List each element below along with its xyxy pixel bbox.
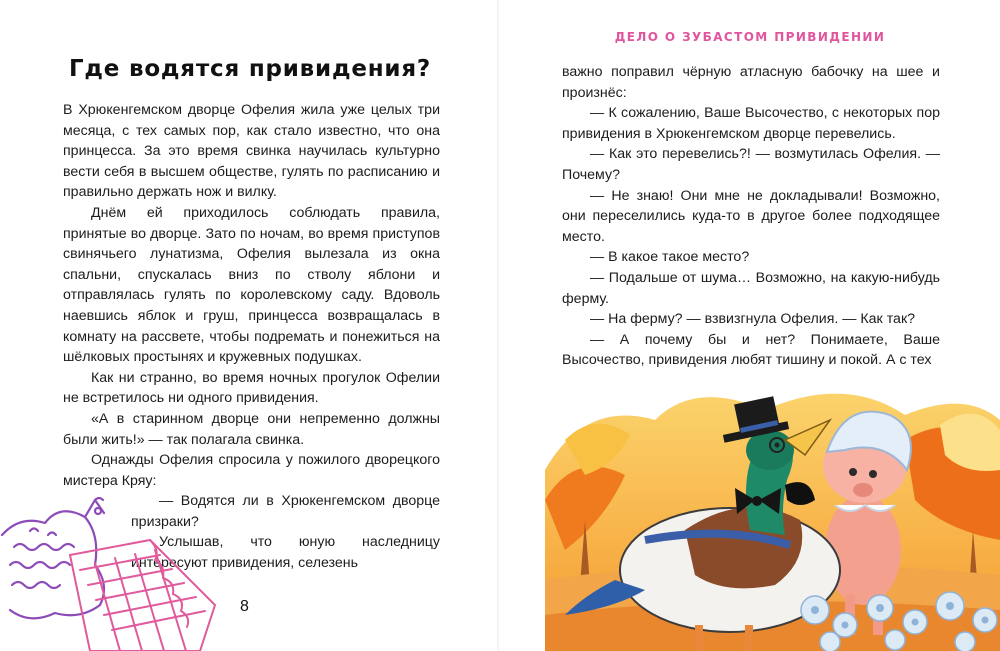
paragraph: — В какое такое место? [590, 249, 750, 266]
right-page-text [562, 62, 940, 371]
paragraph: — На ферму? — взвизгнула Офелия. — Как так? [590, 311, 916, 328]
paragraph: — К сожалению, Ваше Высочество, с некоторых пор привидения в Хрюкенгемском дворце перевелись. [562, 105, 940, 142]
paragraph: Услышав, что юную наследницу интересуют привидения, селезень [131, 534, 440, 572]
paragraph: — Не знаю! Они мне не докладывали! Возможно, они переселились куда-то в другое более подходящее место. [562, 187, 940, 245]
paragraph: — Водятся ли в Хрюкенгемском дворце призраки? [131, 493, 440, 530]
paragraph: — А почему бы и нет? Понимаете, Ваше Высочество, привидения любят тишину и покой. А с тех [562, 331, 940, 369]
duck-and-pig-illustration [545, 380, 1000, 651]
page-number: 8 [240, 598, 249, 615]
paragraph: Днём ей приходилось соблюдать правила, принятые во дворце. Зато по ночам, во время приступов свинячьего лунатизма, Офелия вылезала из окна спальни, спускалась вниз по стволу яблони и отправлялась гулять по королевскому саду. Вдоволь наевшись яблок и груш, принцесса возвращалась в комнату на рассвете, чтобы подремать и понежиться на шёлковых простынях и кружевных подушках. [63, 204, 440, 366]
paragraph: Как ни странно, во время ночных прогулок Офелии не встретилось ни одного привидения. [63, 369, 440, 407]
paragraph: В Хрюкенгемском дворце Офелия жила уже целых три месяца, с тех самых пор, как стало известно, что она принцесса. За это время свинка научилась культурно вести себя в высшем обществе, гулять по расписанию и правильно держать нож и вилку. [63, 102, 440, 201]
paragraph: Однажды Офелия спросила у пожилого дворецкого мистера Кряу: [63, 452, 440, 489]
paragraph: — Подальше от шума… Возможно, на какую-нибудь ферму. [562, 269, 940, 307]
paragraph: важно поправил чёрную атласную бабочку на шее и произнёс: [562, 64, 940, 101]
paragraph: «А в старинном дворце они непременно должны были жить!» — так полагала свинка. [63, 410, 440, 448]
paragraph: — Как это перевелись?! — возмутилась Офелия. — Почему? [562, 146, 940, 183]
running-head: ДЕЛО О ЗУБАСТОМ ПРИВИДЕНИИ [614, 30, 886, 44]
chapter-title: Где водятся привидения? [68, 56, 432, 82]
pillow-doodle-illustration [0, 495, 250, 651]
right-page [500, 0, 1000, 651]
